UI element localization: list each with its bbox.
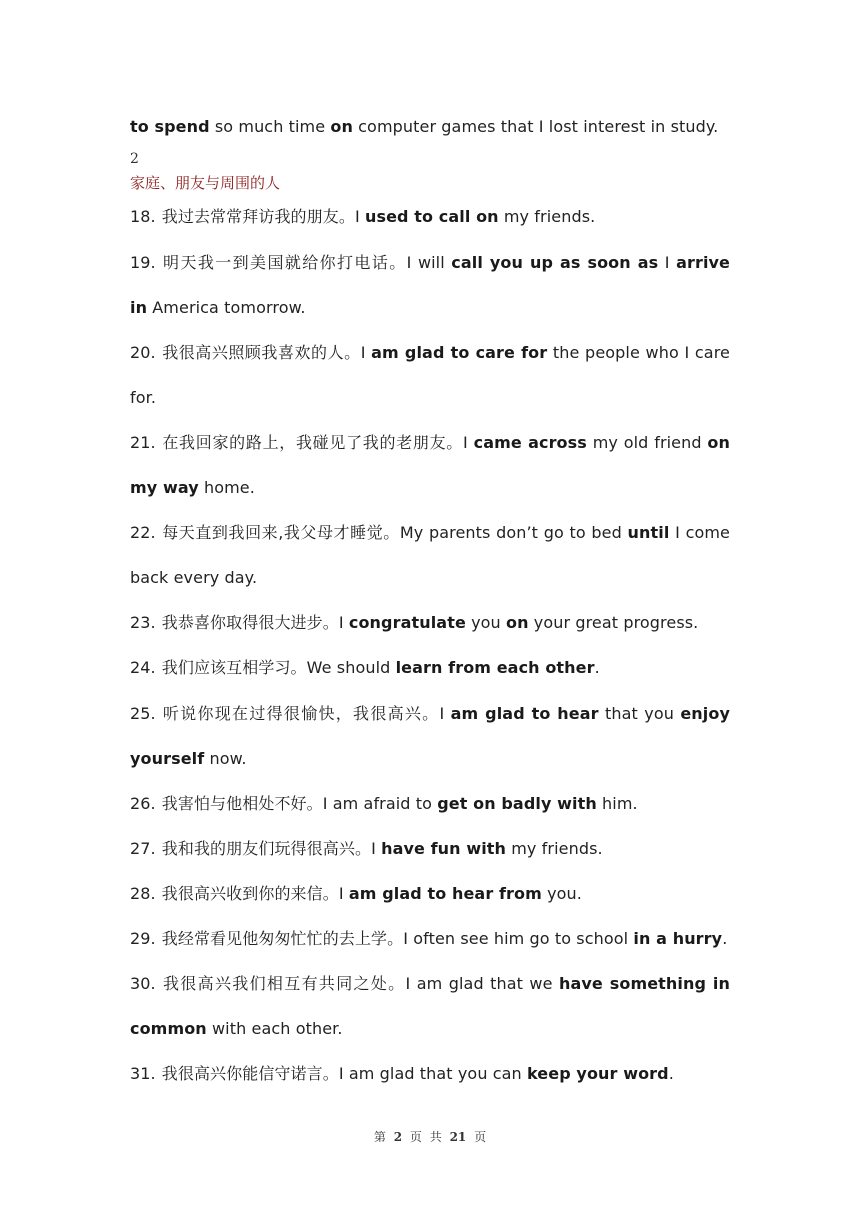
list-item-21-cont: my way home.: [130, 478, 255, 497]
intro-line: to spend so much time on computer games that I lost interest in study.: [130, 117, 719, 136]
list-item-19: 19. 明天我一到美国就给你打电话。I will call you up as soon as I arrive: [130, 253, 731, 272]
list-item-22: 22. 每天直到我回来,我父母才睡觉。My parents don’t go to bed until I come: [130, 523, 730, 542]
list-item-18: 18. 我过去常常拜访我的朋友。I used to call on my friends.: [130, 207, 596, 226]
list-item-23: 23. 我恭喜你取得很大进步。I congratulate you on your great progress.: [130, 613, 699, 632]
list-item-27: 27. 我和我的朋友们玩得很高兴。I have fun with my friends.: [130, 839, 603, 858]
section-title: 家庭、朋友与周围的人: [130, 174, 281, 192]
list-item-20: 20. 我很高兴照顾我喜欢的人。I am glad to care for the people who I care: [130, 343, 730, 362]
list-item-22-cont: back every day.: [130, 568, 258, 587]
list-item-24: 24. 我们应该互相学习。We should learn from each other.: [130, 658, 600, 677]
list-item-30: 30. 我很高兴我们相互有共同之处。I am glad that we have something in: [130, 974, 731, 993]
list-item-28: 28. 我很高兴收到你的来信。I am glad to hear from you.: [130, 884, 582, 903]
list-item-21: 21. 在我回家的路上，我碰见了我的老朋友。I came across my old friend on: [130, 433, 730, 452]
list-item-31: 31. 我很高兴你能信守诺言。I am glad that you can keep your word.: [130, 1064, 674, 1083]
page-marker: 2: [130, 151, 139, 167]
list-item-29: 29. 我经常看见他匆匆忙忙的去上学。I often see him go to school in a hurry.: [130, 929, 728, 948]
list-item-25-cont: yourself now.: [130, 749, 247, 768]
page-footer: 第 2 页 共 21 页: [373, 1130, 487, 1144]
list-item-19-cont: in America tomorrow.: [130, 298, 306, 317]
list-item-26: 26. 我害怕与他相处不好。I am afraid to get on badly with him.: [130, 794, 638, 813]
list-item-20-cont: for.: [130, 388, 157, 407]
list-item-25: 25. 听说你现在过得很愉快，我很高兴。I am glad to hear that you enjoy: [130, 704, 730, 723]
list-item-30-cont: common with each other.: [130, 1019, 343, 1038]
